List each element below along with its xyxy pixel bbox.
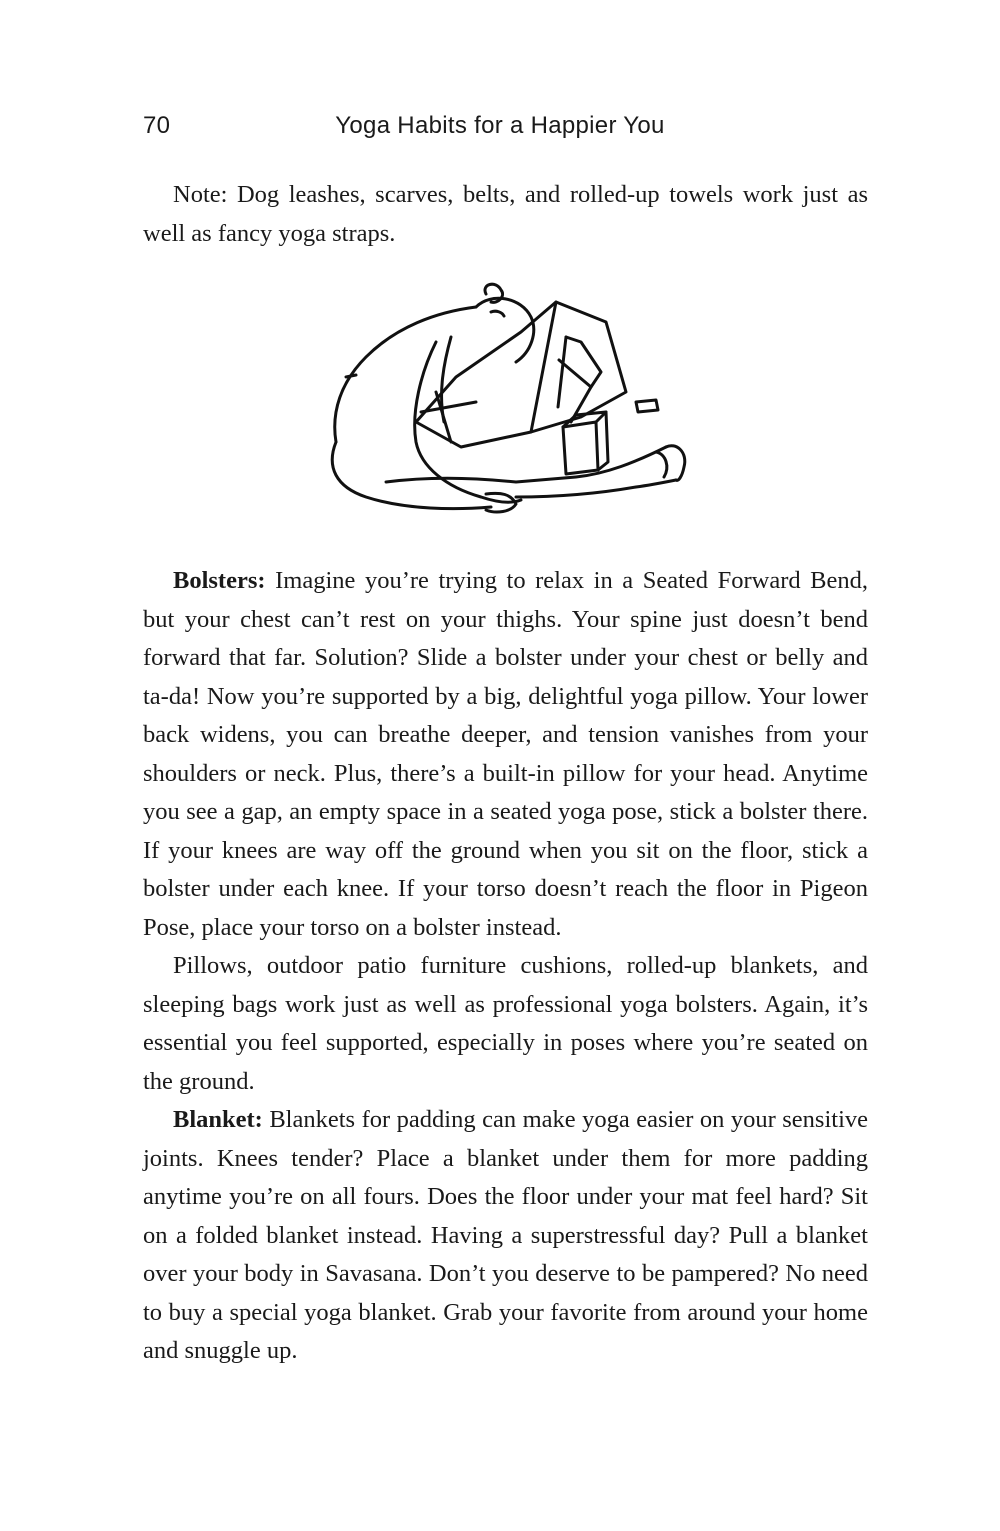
seated-forward-bend-with-bolster-and-block-icon bbox=[326, 282, 696, 532]
main-text bbox=[143, 562, 868, 1371]
bolsters-text: Imagine you’re trying to relax in a Seated Forward Bend, but your chest can’t rest on your thighs. Your spine just doesn’t bend forward that far. Solution? Slide a bolster under your chest or belly and ta-da! Now you’re supported by a big, delightful yoga pillow. Your lower back widens, you can breathe deeper, and tension vanishes from your shoulders or neck. Plus, there’s a built-in pillow for your head. Anytime you see a gap, an empty space in a seated yoga pose, stick a bolster there. If your knees are way off the ground when you sit on the floor, stick a bolster under each knee. If your torso doesn’t reach the floor in Pigeon Pose, place your torso on a bolster instead. bbox=[143, 567, 868, 941]
note-paragraph: Note: Dog leashes, scarves, belts, and rolled-up towels work just as well as fancy yoga straps. bbox=[143, 181, 868, 247]
page-number: 70 bbox=[143, 112, 171, 139]
blanket-term: Blanket: bbox=[173, 1106, 263, 1133]
bolsters-term: Bolsters: bbox=[173, 567, 266, 594]
blanket-text: Blankets for padding can make yoga easier on your sensitive joints. Knees tender? Place a blanket under them for more padding anytime you’re on all fours. Does the floor under your mat feel hard? Sit on a folded blanket instead. Having a superstressful day? Pull a blanket over your body in Savasana. Don’t you deserve to be pampered? No need to buy a special yoga blanket. Grab your favorite from around your home and snuggle up. bbox=[143, 1106, 868, 1364]
note-block bbox=[143, 176, 868, 253]
pillows-paragraph: Pillows, outdoor patio furniture cushions, rolled-up blankets, and sleeping bags work just as well as professional yoga bolsters. Again, it’s essential you feel supported, especially in poses where you’re seated on the ground. bbox=[143, 952, 868, 1095]
blanket-paragraph bbox=[143, 1101, 868, 1371]
running-title: Yoga Habits for a Happier You bbox=[335, 112, 665, 139]
bolsters-paragraph bbox=[143, 562, 868, 947]
